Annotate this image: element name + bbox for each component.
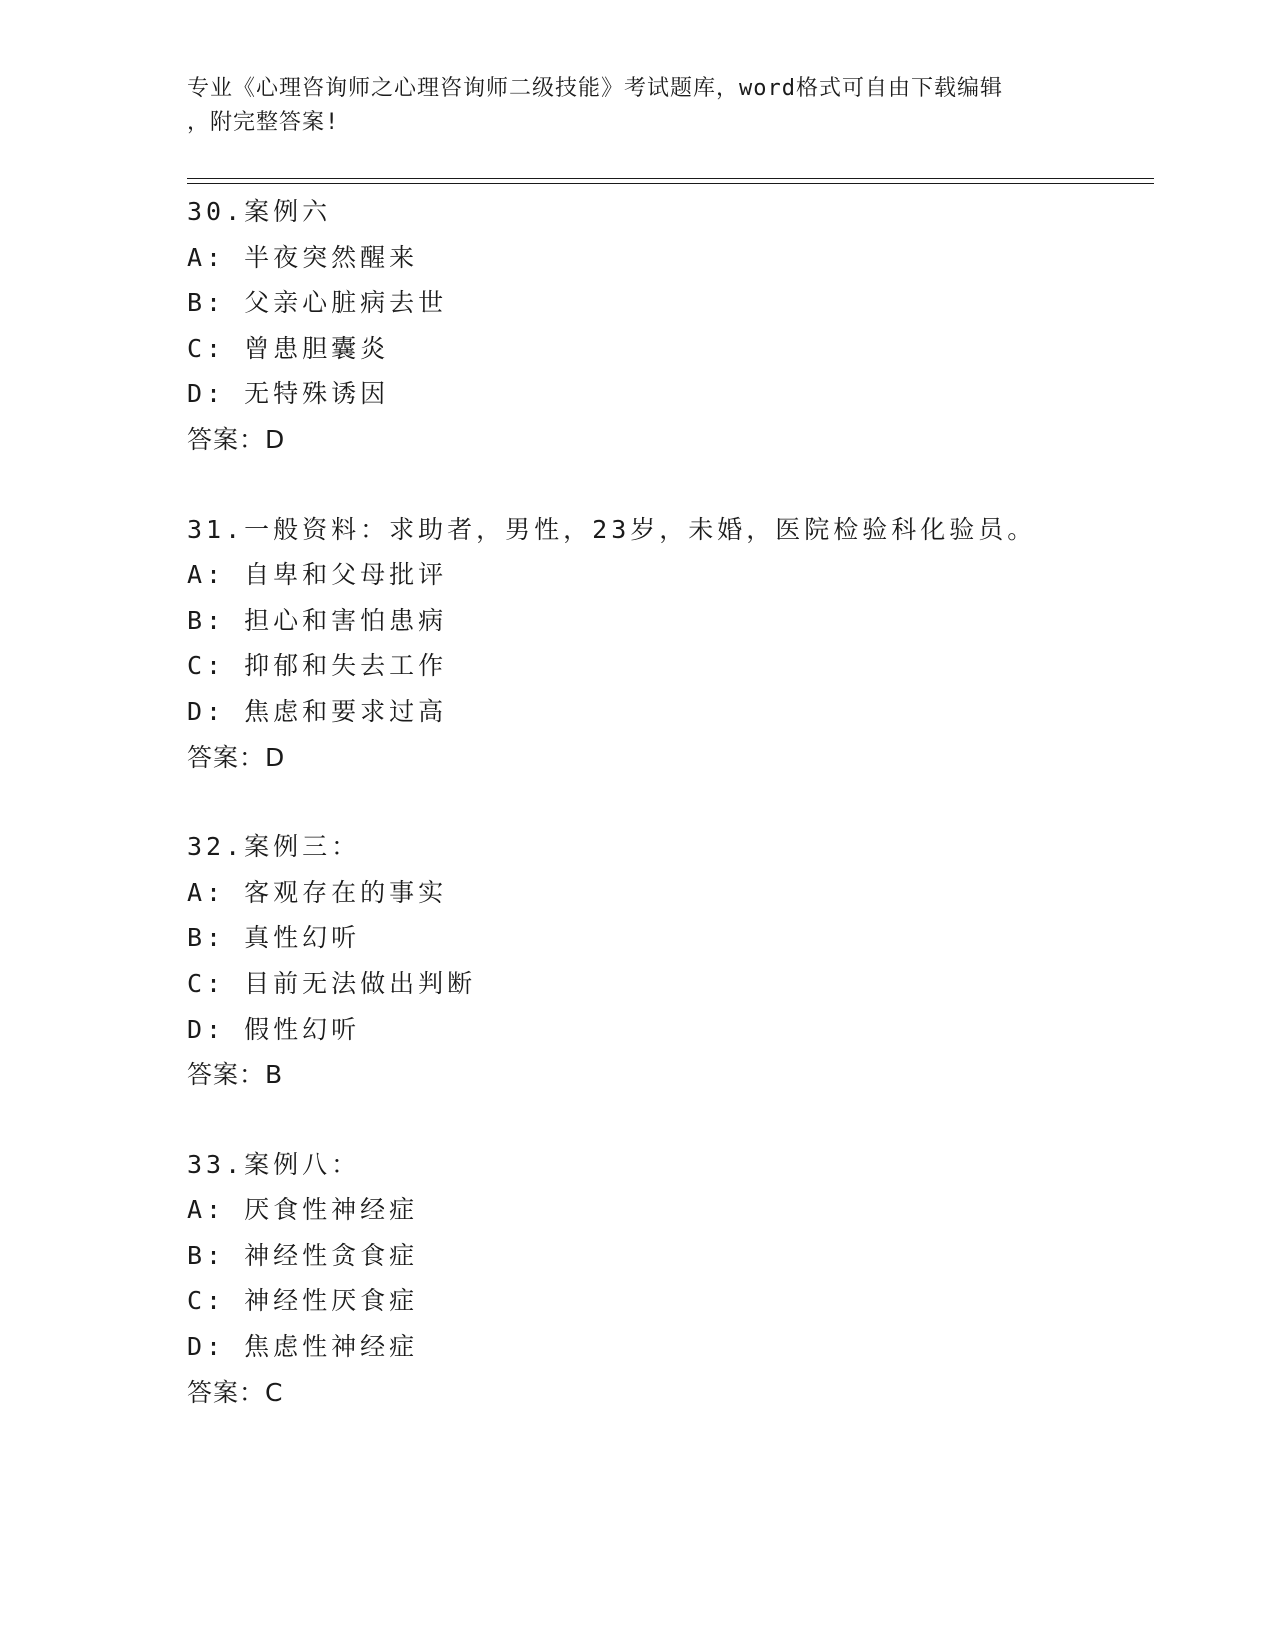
question-30 (187, 189, 1147, 463)
option-d: D: 焦虑性神经症 (187, 1332, 419, 1362)
option-a: A: 厌食性神经症 (187, 1195, 419, 1225)
option-b: B: 父亲心脏病去世 (187, 288, 448, 318)
document-header (187, 72, 1087, 140)
option-c: C: 目前无法做出判断 (187, 968, 477, 998)
option-b: B: 真性幻听 (187, 923, 361, 953)
option-d: D: 焦虑和要求过高 (187, 696, 448, 726)
question-32 (187, 824, 1147, 1098)
question-33 (187, 1142, 1147, 1416)
question-stem: 32.案例三： (187, 832, 361, 862)
answer-label: 答案：D (187, 424, 286, 454)
question-stem: 33.案例八： (187, 1149, 361, 1179)
question-list (187, 189, 1147, 1459)
header-line-2: ，附完整答案! (187, 110, 340, 135)
option-c: C: 抑郁和失去工作 (187, 651, 448, 681)
option-c: C: 神经性厌食症 (187, 1286, 419, 1316)
option-d: D: 无特殊诱因 (187, 379, 390, 409)
answer-label: 答案：C (187, 1377, 284, 1407)
answer-label: 答案：D (187, 742, 286, 772)
question-31 (187, 507, 1147, 781)
option-a: A: 客观存在的事实 (187, 877, 448, 907)
option-a: A: 半夜突然醒来 (187, 242, 419, 272)
option-b: B: 神经性贪食症 (187, 1240, 419, 1270)
option-c: C: 曾患胆囊炎 (187, 333, 390, 363)
header-divider-bottom (187, 183, 1154, 184)
answer-label: 答案：B (187, 1060, 284, 1090)
header-divider-top (187, 178, 1154, 179)
question-stem: 31.一般资料：求助者，男性，23岁，未婚，医院检验科化验员。 (187, 514, 1037, 544)
question-stem: 30.案例六 (187, 197, 332, 226)
option-b: B: 担心和害怕患病 (187, 605, 448, 635)
header-line-1: 专业《心理咨询师之心理咨询师二级技能》考试题库，word格式可自由下载编辑 (187, 76, 1003, 101)
option-d: D: 假性幻听 (187, 1014, 361, 1044)
option-a: A: 自卑和父母批评 (187, 560, 448, 590)
